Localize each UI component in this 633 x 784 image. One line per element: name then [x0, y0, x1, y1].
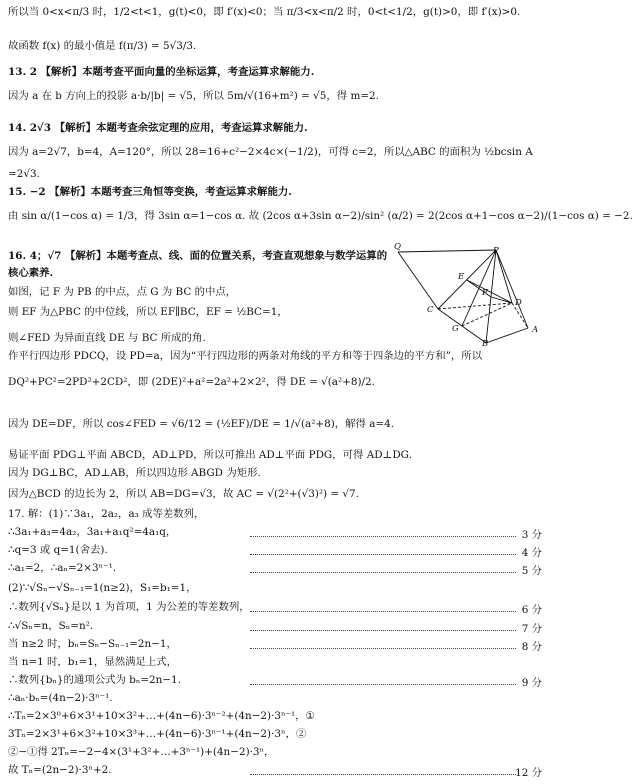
section-heading: 13. 2 【解析】本题考查平面向量的坐标运算，考查运算求解能力. [8, 66, 315, 78]
label-q: Q [394, 242, 401, 252]
label-f: F [482, 288, 488, 298]
section-heading: 14. 2√3 【解析】本题考查余弦定理的应用，考查运算求解能力. [8, 122, 308, 134]
label-p: P [493, 246, 499, 256]
text-line: ∴数列{bₙ}的通项公式为 bₙ=2n−1. [8, 674, 181, 686]
text-line: 3Tₙ=2×3¹+6×3²+10×3³+…+(4n−6)·3ⁿ⁻¹+(4n−2)·3ⁿ，② [8, 728, 307, 740]
score-label: 7 分 [521, 623, 542, 635]
text-line: ∴aₙ·bₙ=(4n−2)·3ⁿ⁻¹. [8, 692, 113, 704]
text-line: 核心素养. [8, 267, 54, 279]
edge-pa [496, 250, 528, 328]
section-heading: 15. −2 【解析】本题考查三角恒等变换，考查运算求解能力. [8, 186, 292, 198]
text-line: =2√3. [8, 168, 40, 180]
label-e: E [458, 272, 465, 282]
text-line: 如图，记 F 为 PB 的中点，点 G 为 BC 的中点， [8, 286, 237, 298]
text-line: ∴Tₙ=2×3⁰+6×3¹+10×3²+…+(4n−6)·3ⁿ⁻²+(4n−2)·3ⁿ⁻¹，① [8, 710, 315, 722]
edge-qp [398, 250, 496, 252]
text-line: 易证平面 PDG⊥平面 ABCD，AD⊥PD，所以可推出 AD⊥平面 PDG，可得 AD⊥DG. [8, 449, 412, 461]
text-line: 当 n≥2 时，bₙ=Sₙ−Sₙ₋₁=2n−1， [8, 638, 177, 650]
text-line: 当 n=1 时，b₁=1，显然满足上式， [8, 656, 178, 668]
text-line: ∴a₁=2，∴aₙ=2×3ⁿ⁻¹. [8, 562, 117, 574]
text-line: DQ²+PC²=2PD²+2CD²，即 (2DE)²+a²=2a²+2×2²，得 DE = √(a²+8)/2. [8, 376, 375, 388]
text-line: 因为 DE=DF，所以 cos∠FED = √6/12 = (½EF)/DE = 1/√(a²+8)，解得 a=4. [8, 418, 395, 430]
text-line: ∴3a₁+a₃=4a₂，3a₁+a₁q²=4a₁q， [8, 526, 177, 538]
score-label: 3 分 [521, 529, 542, 541]
edge-ba [486, 328, 528, 343]
text-line: 因为 DG⊥BC，AD⊥AB，所以四边形 ABGD 为矩形. [8, 467, 261, 479]
text-line: 17. 解：(1)∵3a₁，2a₂，a₃ 成等差数列， [8, 508, 205, 520]
text-line: 作平行四边形 PDCQ，设 PD=a，因为“平行四边形的两条对角线的平方和等于四条边的平方和”，所以 [8, 350, 483, 362]
text-line: ∴q=3 或 q=1(舍去). [8, 544, 108, 556]
score-label: 5 分 [521, 565, 542, 577]
dotted-leader [250, 684, 516, 685]
text-line: 故函数 f(x) 的最小值是 f(π/3) = 5√3/3. [8, 40, 197, 52]
dotted-leader [250, 611, 516, 612]
score-label: 8 分 [521, 641, 542, 653]
score-label: 12 分 [515, 767, 542, 779]
label-g: G [452, 324, 459, 334]
text-line: 因为 a 在 b 方向上的投影 a·b/|b| = √5，所以 5m/√(16+m²) = √5，得 m=2. [8, 90, 379, 102]
dotted-leader [250, 774, 516, 775]
edge-pd [496, 250, 512, 303]
score-label: 9 分 [521, 677, 542, 689]
text-line: 则∠FED 为异面直线 DE 与 BC 所成的角. [8, 332, 206, 344]
text-line: 因为△BCD 的边长为 2，所以 AB=DG=√3，故 AC = √(2²+(√3)²) = √7. [8, 488, 359, 500]
text-line: (2)∵√Sₙ−√Sₙ₋₁=1(n≥2)，S₁=b₁=1， [8, 582, 197, 594]
text-line: 故 Tₙ=(2n−2)·3ⁿ+2. [8, 764, 112, 776]
label-c: C [427, 305, 434, 315]
score-label: 4 分 [521, 547, 542, 559]
segment-pg [462, 250, 496, 326]
dotted-leader [250, 630, 516, 631]
text-line: ∴√Sₙ=n，Sₙ=n². [8, 620, 94, 632]
text-line: 则 EF 为△PBC 的中位线，所以 EF∥BC，EF = ½BC=1， [8, 306, 288, 318]
text-line: 由 sin α/(1−cos α) = 1/3，得 3sin α=1−cos α. 故 (2cos α+3sin α−2)/sin² (α/2) = 2(2cos α+1−cos α−2)/(1−cos α) = −2. [8, 210, 633, 222]
label-d: D [515, 298, 522, 308]
dotted-leader [250, 648, 516, 649]
dotted-leader [250, 554, 516, 555]
text-line: ②−①得 2Tₙ=−2−4×(3¹+3²+…+3ⁿ⁻¹)+(4n−2)·3ⁿ， [8, 746, 275, 758]
label-a: A [532, 325, 539, 335]
section-heading: 16. 4；√7 【解析】本题考查点、线、面的位置关系，考查直观想象与数学运算的 [8, 250, 388, 262]
edge-pc [438, 250, 496, 309]
text-line: ∴数列{√Sₙ}是以 1 为首项，1 为公差的等差数列， [8, 601, 250, 613]
text-line: 所以当 0<x<π/3 时，1/2<t<1，g(t)<0，即 f′(x)<0；当 π/3<x<π/2 时，0<t<1/2，g(t)>0，即 f′(x)>0. [8, 6, 521, 18]
label-b: B [482, 339, 489, 349]
pyramid-figure [394, 242, 542, 349]
score-label: 6 分 [521, 604, 542, 616]
text-line: 因为 a=2√7，b=4，A=120°，所以 28=16+c²−2×4c×(−1/2)，可得 c=2，所以△ABC 的面积为 ½bcsin A [8, 146, 533, 158]
dotted-leader [250, 536, 516, 537]
dotted-leader [250, 572, 516, 573]
edge-qc [398, 252, 438, 309]
